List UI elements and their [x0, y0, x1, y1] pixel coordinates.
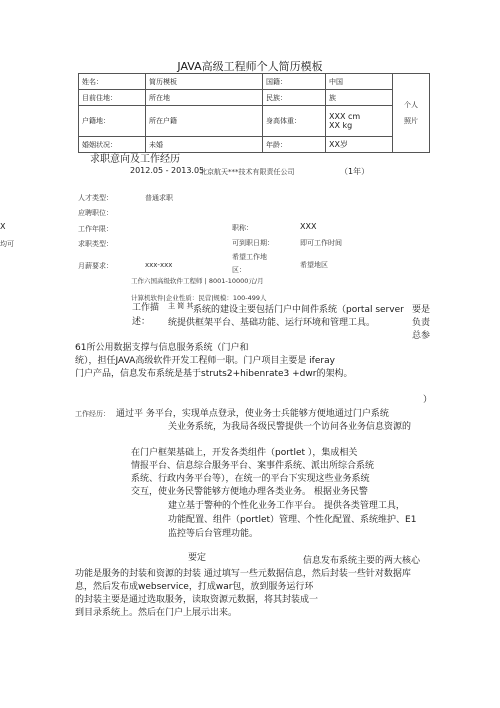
body-label: 身高体重：	[263, 106, 326, 137]
desc-p1-line-3: 门户产品，信息发布系统是基于struts2+hibenrate3 +dwr的架构。	[75, 369, 353, 379]
exp-line-3: 在门户框架基础上，开发各类组件（portlet ），集成相关	[131, 448, 358, 458]
summary-line-3: 的封装主要是通过选取服务，读取资源元数据，将其封装成一	[75, 595, 319, 605]
left-cut-x: X	[0, 222, 6, 231]
personal-info-table	[78, 73, 430, 153]
location-label: 目前住地：	[79, 90, 146, 106]
job-period: 2012.05 - 2013.05	[130, 166, 205, 175]
salary-label: 月薪要求：	[78, 262, 113, 270]
desc-intro: 系统的建设主要包括门户中间件系统（portal server	[193, 305, 404, 315]
section-heading: 求职意向及工作经历	[90, 154, 180, 165]
summary-line-4: 到目录系统上。然后在门户上展示出来。	[75, 608, 238, 618]
desc-right-3: 总参	[412, 331, 431, 341]
height-weight-cell	[326, 106, 393, 137]
exp-line-9: 监控等后台管理功能。	[168, 529, 259, 539]
job-duration: （1年）	[340, 167, 370, 176]
age-label: 年龄：	[263, 137, 326, 153]
job-company: 北京航天***技术有限责任公司	[200, 168, 295, 176]
exp-line-5: 系统、行政内务平台等），在统一的平台下实现这些业务系统	[131, 474, 370, 484]
stray-paren: ）	[423, 395, 433, 405]
location-value: 所在地	[146, 90, 263, 106]
left-cut-fragment: 均可	[0, 240, 14, 248]
desc-right-2: 负责	[412, 318, 431, 328]
exp-line-4: 情报平台、信息综合服务平台、案事件系统、派出所综合系统	[131, 461, 375, 471]
talent-type-label: 人才类型：	[78, 194, 113, 202]
apply-position-label: 应聘职位：	[78, 209, 113, 217]
name-label: 姓名：	[79, 74, 146, 90]
desc-label-b: 述：	[132, 317, 151, 327]
expected-area-label-1: 希望工作地	[232, 253, 267, 261]
start-date-value: 即可工作时间	[300, 239, 342, 247]
desc-p1-line-2: 统），担任JAVA高级软件开发工程师一职。门户项目主要是 iferay	[75, 356, 335, 366]
height-value: XXX cm	[329, 112, 361, 121]
company-info: 计算机软件|企业性质：民营|规模：100-499人	[131, 294, 267, 302]
experience-label: 工作经历：	[75, 410, 110, 418]
ethnicity-label: 民族：	[263, 90, 326, 106]
summary-line-1: 功能是服务的封装和资源的封装 通过填写一些元数据信息，然后封装一些针对数据库	[75, 569, 411, 579]
desc-label-a: 工作描	[132, 303, 160, 313]
exp-line-1: 通过平 务平台，实现单点登录，使业务士兵能够方便地通过门户系统	[116, 409, 389, 419]
important-marker: 要定	[188, 553, 207, 563]
hukou-value: 所在户籍	[146, 106, 263, 137]
document-title: JAVA高级工程师个人简历模板	[177, 60, 323, 73]
summary-line-2: 息，然后发布成webservice，打成war包，放到服务运行环	[75, 582, 314, 592]
position-label: 职称：	[232, 224, 253, 232]
exp-line-6: 交互，使业务民警能够方便地办理各类业务。 根据业务民警	[131, 487, 368, 497]
nationality-value: 中国	[326, 74, 393, 90]
hukou-label: 户籍地：	[79, 106, 146, 137]
photo-label-1: 个人	[404, 101, 418, 109]
work-years-label: 工作年限：	[78, 225, 113, 233]
desc-overlap-marker: 主 简 其	[168, 302, 194, 310]
expected-area-value: 希望地区	[300, 261, 328, 269]
age-value: XX岁	[326, 137, 393, 153]
marital-value: 未婚	[146, 137, 263, 153]
desc-right-1: 要是	[412, 305, 431, 315]
desc-p1-line-1: 61所公用数据支撑与信息服务系统（门户和	[75, 343, 249, 353]
expected-area-label-2: 区：	[232, 266, 246, 274]
salary-value: xxx-xxx	[145, 261, 173, 269]
position-value: XXX	[300, 222, 317, 231]
weight-value: XX kg	[329, 121, 353, 130]
name-value: 简历模板	[146, 74, 263, 90]
talent-type-value: 普通求职	[145, 194, 173, 202]
ethnicity-value: 族	[326, 90, 393, 106]
desc-intro-2: 统提供框架平台、基础功能、运行环境和管理工具。	[168, 318, 376, 328]
job-type-label: 求职类型：	[78, 240, 113, 248]
exp-line-2: 关业务系统，为我局各级民警提供一个访问各业务信息资源的	[168, 422, 412, 432]
summary-right: 信息发布系统主要的两大核心	[303, 556, 421, 566]
photo-label-2: 照片	[404, 117, 418, 125]
nationality-label: 国籍：	[263, 74, 326, 90]
photo-cell	[393, 74, 430, 153]
exp-line-7: 建立基于警种的个性化业务工作平台。 提供各类管理工具，	[168, 501, 405, 511]
start-date-label: 可到职日期：	[232, 239, 274, 247]
exp-line-8: 功能配置、组件（portlet）管理、个性化配置、系统维护、E1	[168, 515, 417, 525]
marital-label: 婚姻状况：	[79, 137, 146, 153]
salary-detail: 工作六国高级软件工程师 | 8001-10000元/月	[131, 277, 264, 285]
